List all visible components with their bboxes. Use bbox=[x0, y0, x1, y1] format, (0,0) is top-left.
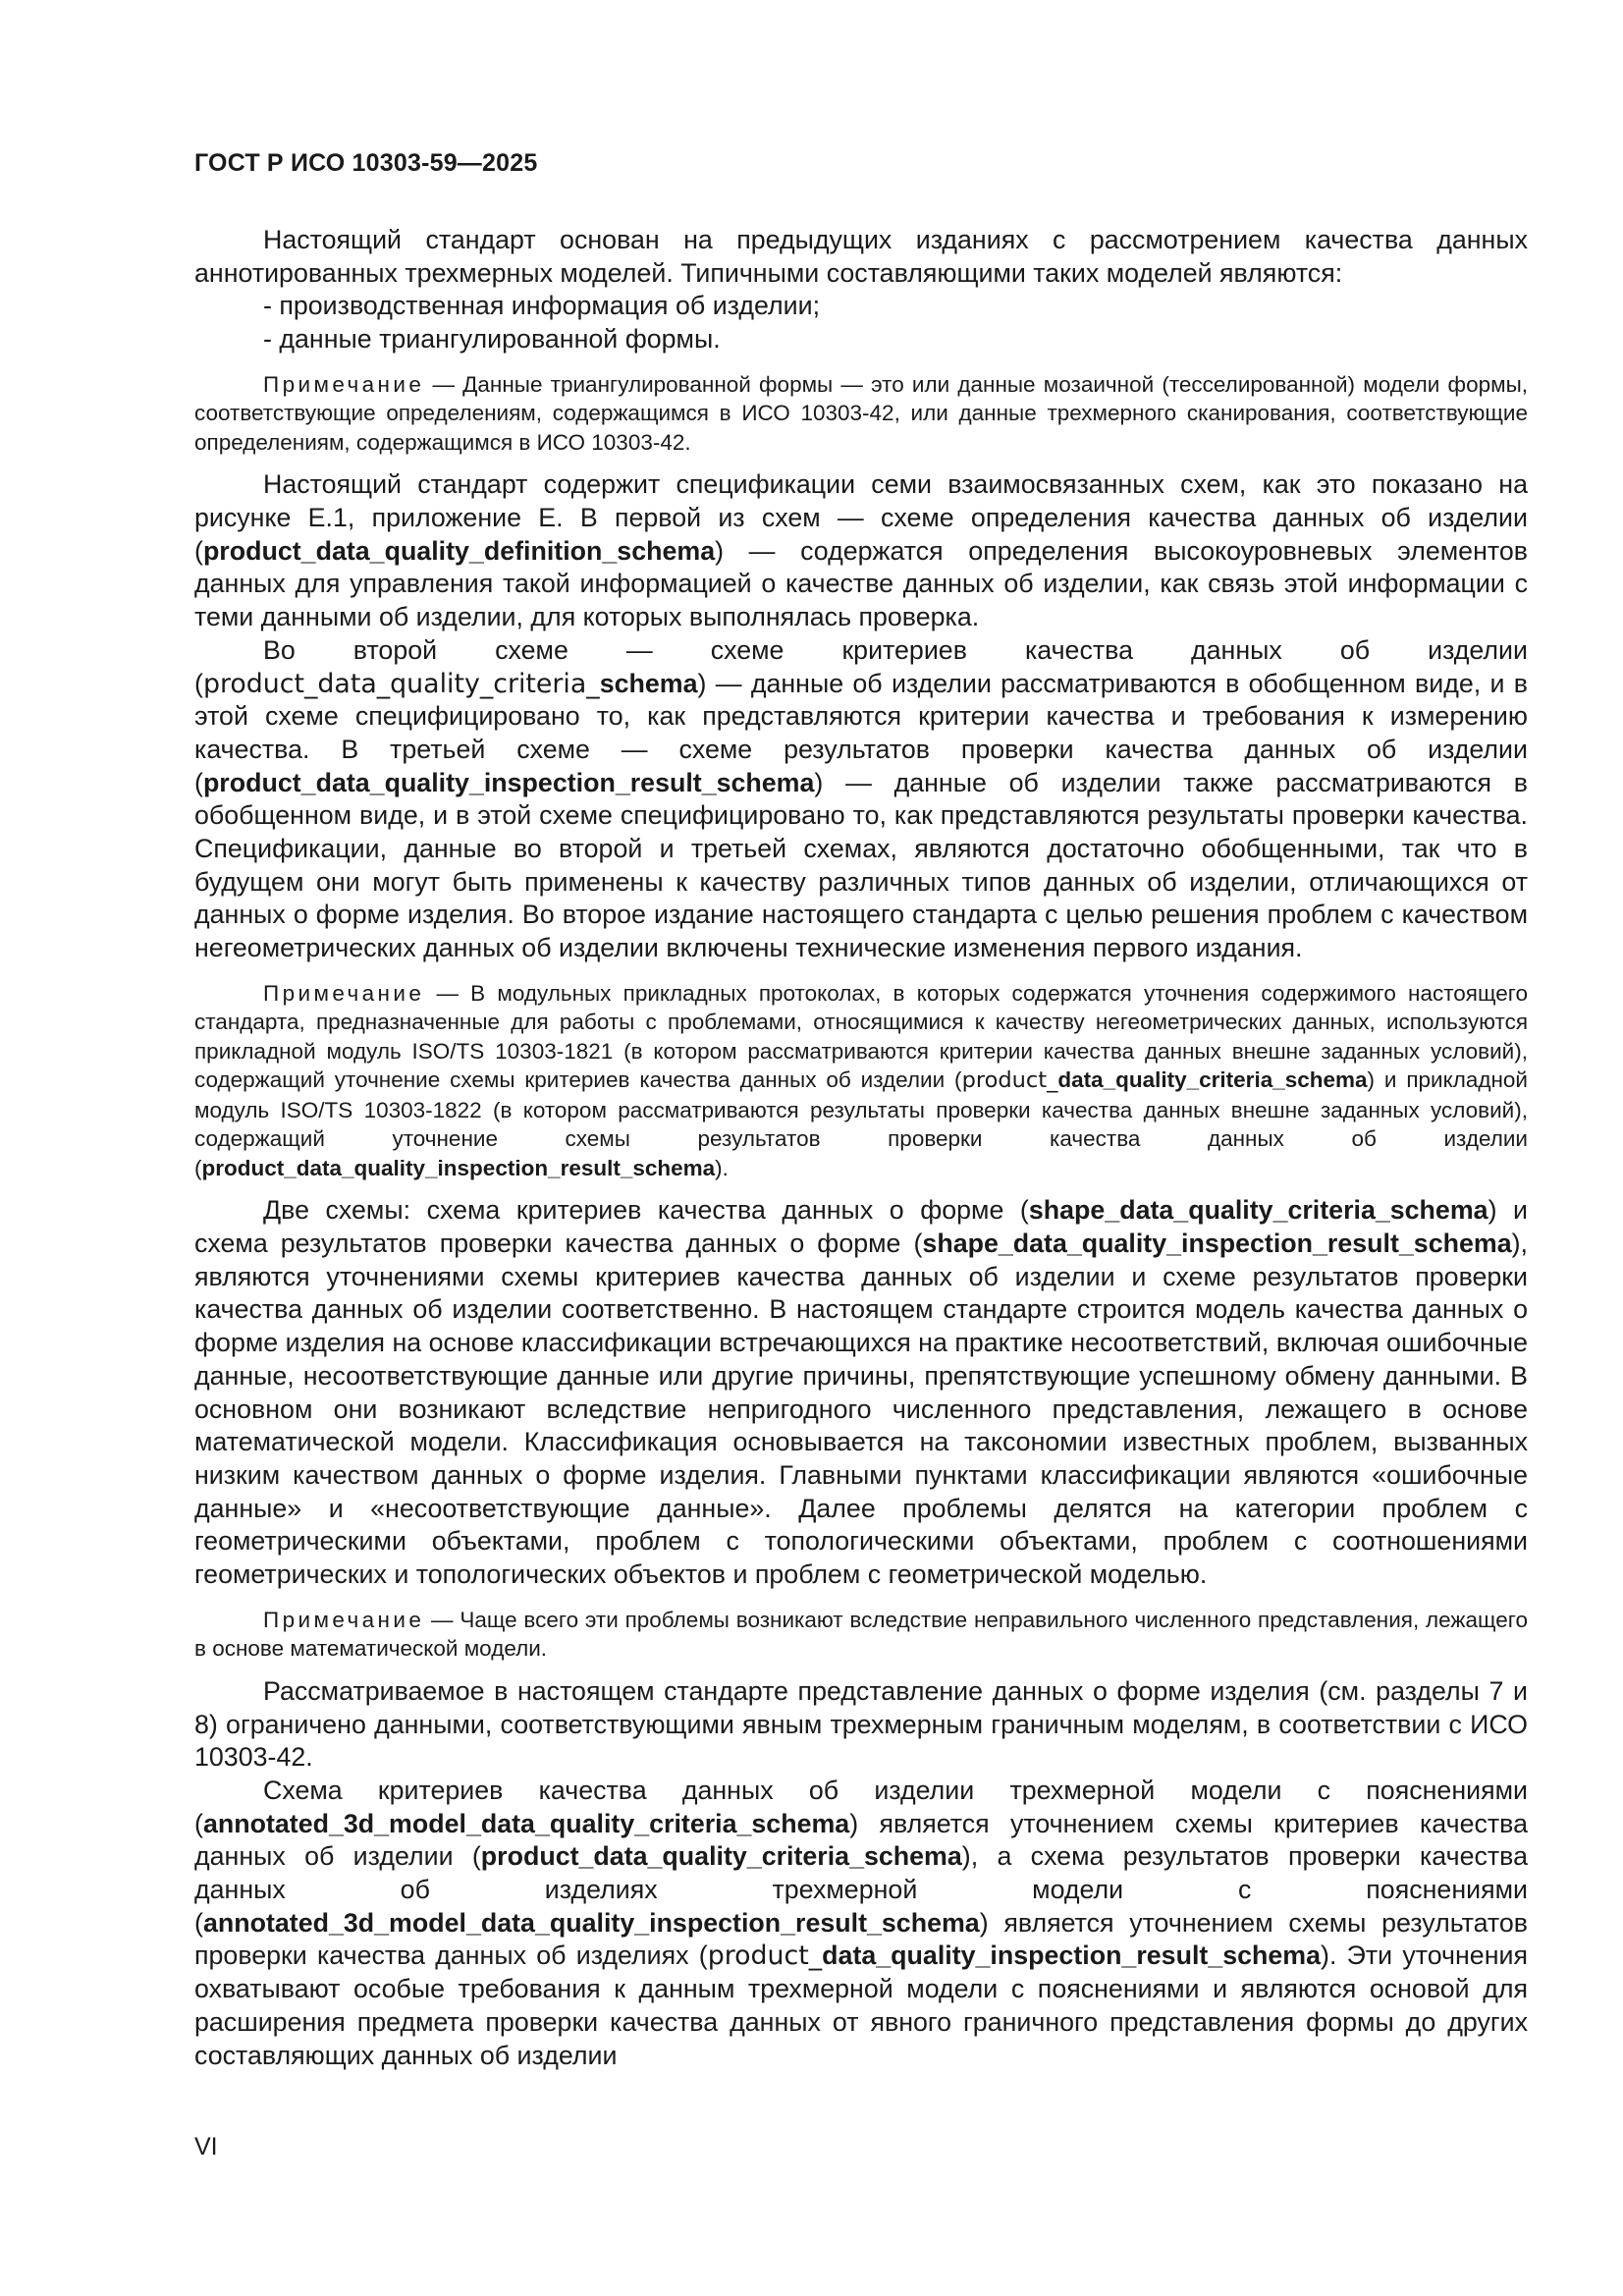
schema-name: shape_data_quality_inspection_result_schema bbox=[922, 1229, 1512, 1259]
body-paragraph bbox=[194, 634, 1528, 965]
schema-name: product_data_quality_criteria_schema bbox=[480, 1841, 962, 1872]
body-paragraph bbox=[194, 468, 1528, 634]
body-paragraph bbox=[194, 224, 1528, 290]
note-label: Примечание bbox=[263, 980, 425, 1006]
schema-name: product_data_quality_inspection_result_schema bbox=[201, 1155, 716, 1180]
text-run: product_data_quality_criteria_ bbox=[202, 668, 600, 699]
text-run: ) — содержатся определения высокоуровневых элементов данных для управления такой информацией о качестве данных об изделии, как связь этой информации с теми данными об изделии, для которых выполнялась проверка. bbox=[194, 535, 1528, 632]
note-label: Примечание bbox=[263, 371, 425, 397]
text-run: Во второй схеме — схеме критериев качества данных об изделии ( bbox=[194, 634, 1528, 698]
text-run: ) является уточнением схемы критериев качества данных об изделии ( bbox=[194, 1808, 1528, 1872]
note-paragraph bbox=[194, 370, 1528, 458]
document-header: ГОСТ Р ИСО 10303-59—2025 bbox=[194, 149, 538, 177]
list-item bbox=[194, 290, 1528, 323]
text-run: product_ bbox=[961, 1067, 1058, 1094]
schema-name: annotated_3d_model_data_quality_inspection_result_schema bbox=[202, 1907, 980, 1938]
text-run: ) и схема результатов проверки качества данных о форме ( bbox=[194, 1195, 1528, 1259]
schema-name: product_data_quality_definition_schema bbox=[202, 535, 716, 566]
note-paragraph bbox=[194, 979, 1528, 1183]
schema-name: schema bbox=[599, 668, 698, 698]
schema-name: shape_data_quality_criteria_schema bbox=[1028, 1195, 1488, 1226]
text-run: Две схемы: схема критериев качества данных о форме ( bbox=[263, 1195, 1029, 1226]
text-run: ) — данные об изделии рассматриваются в обобщенном виде, и в этой схеме специфицировано то, как представляются критерии качества и требования к измерению качества. В третьей схеме — схеме результатов проверки качества данных об изделии ( bbox=[194, 668, 1528, 797]
text-run: ). Эти уточнения охватывают особые требования к данным трехмерной модели с пояснениями и являются основой для расширения предмета проверки качества данных от явного граничного представления формы до других составляющих данных об изделии bbox=[194, 1941, 1528, 2070]
schema-name: data_quality_criteria_schema bbox=[1057, 1067, 1368, 1093]
page-body bbox=[194, 224, 1528, 2072]
text-run: ) является уточнением схемы результатов проверки качества данных об изделиях ( bbox=[194, 1907, 1528, 1971]
text-run: - данные триангулированной формы. bbox=[263, 324, 721, 355]
text-run: — Данные триангулированной формы — это или данные мозаичной (тесселированной) модели формы, соответствующие определениям, содержащимся в ИСО 10303-42, или данные трехмерного сканирования, соответствующие определениям, содержащимся в ИСО 10303-42. bbox=[194, 371, 1528, 455]
text-run: ) и прикладной модуль ISO/TS 10303-1822 (в котором рассматриваются результаты проверки качества данных внешне заданных условий), содержащий уточнение схемы результатов проверки качества данных об изделии ( bbox=[194, 1067, 1528, 1180]
text-run: ), а схема результатов проверки качества данных об изделиях трехмерной модели с пояснениями ( bbox=[194, 1841, 1528, 1938]
body-paragraph bbox=[194, 1194, 1528, 1591]
note-label: Примечание bbox=[263, 1607, 425, 1632]
text-run: product_ bbox=[707, 1941, 823, 1972]
text-run: Схема критериев качества данных об изделии трехмерной модели с пояснениями ( bbox=[194, 1775, 1528, 1838]
schema-name: data_quality_inspection_result_schema bbox=[822, 1941, 1322, 1971]
schema-name: annotated_3d_model_data_quality_criteria_schema bbox=[202, 1808, 850, 1838]
text-run: Рассматриваемое в настоящем стандарте представление данных о форме изделия (см. разделы 7 и 8) ограничено данными, соответствующими явным трехмерным граничным моделям, в соответствии с ИСО 10303-42. bbox=[194, 1675, 1528, 1773]
page-number: VI bbox=[194, 2133, 218, 2160]
body-paragraph bbox=[194, 1775, 1528, 2072]
text-run: ), являются уточнениями схемы критериев качества данных об изделии и схеме результатов проверки качества данных об изделии соответственно. В настоящем стандарте строится модель качества данных о форме изделия на основе классификации встречающихся на практике несоответствий, включая ошибочные данные, несоответствующие данные или другие причины, препятствующие успешному обмену данными. В основном они возникают вследствие непригодного численного представления, лежащего в основе математической модели. Классификация основывается на таксономии известных проблем, вызванных низким качеством данных о форме изделия. Главными пунктами классификации являются «ошибочные данные» и «несоответствующие данные». Далее проблемы делятся на категории проблем с геометрическими объектами, проблем с топологическими объектами, проблем с соотношениями геометрических и топологических объектов и проблем с геометрической моделью. bbox=[194, 1229, 1529, 1590]
list-item bbox=[194, 323, 1528, 356]
text-run: Настоящий стандарт основан на предыдущих изданиях с рассмотрением качества данных аннотированных трехмерных моделей. Типичными составляющими таких моделей являются: bbox=[194, 225, 1528, 288]
note-paragraph bbox=[194, 1606, 1528, 1664]
text-run: - производственная информация об изделии; bbox=[263, 291, 821, 321]
text-run: ) — данные об изделии также рассматриваются в обобщенном виде, и в этой схеме специфицировано то, как представляются результаты проверки качества. Спецификации, данные во второй и третьей схемах, являются достаточно обобщенными, так что в будущем они могут быть применены к качеству различных типов данных об изделии, отличающихся от данных о форме изделия. Во второе издание настоящего стандарта с целью решения проблем с качеством негеометрических данных об изделии включены технические изменения первого издания. bbox=[194, 767, 1528, 963]
schema-name: product_data_quality_inspection_result_schema bbox=[202, 767, 815, 797]
text-run: ). bbox=[715, 1155, 729, 1180]
text-run: Настоящий стандарт содержит спецификации семи взаимосвязанных схем, как это показано на рисунке E.1, приложение E. В первой из схем — схеме определения качества данных об изделии ( bbox=[194, 469, 1528, 566]
text-run: — В модульных прикладных протоколах, в которых содержатся уточнения содержимого настоящего стандарта, предназначенные для работы с проблемами, относящимися к качеству негеометрических данных, используются прикладной модуль ISO/TS 10303-1821 (в котором рассматриваются критерии качества данных внешне заданных условий), содержащий уточнение схемы критериев качества данных об изделии ( bbox=[194, 980, 1528, 1093]
body-paragraph bbox=[194, 1675, 1528, 1775]
text-run: — Чаще всего эти проблемы возникают вследствие неправильного численного представления, лежащего в основе математической модели. bbox=[194, 1607, 1528, 1662]
